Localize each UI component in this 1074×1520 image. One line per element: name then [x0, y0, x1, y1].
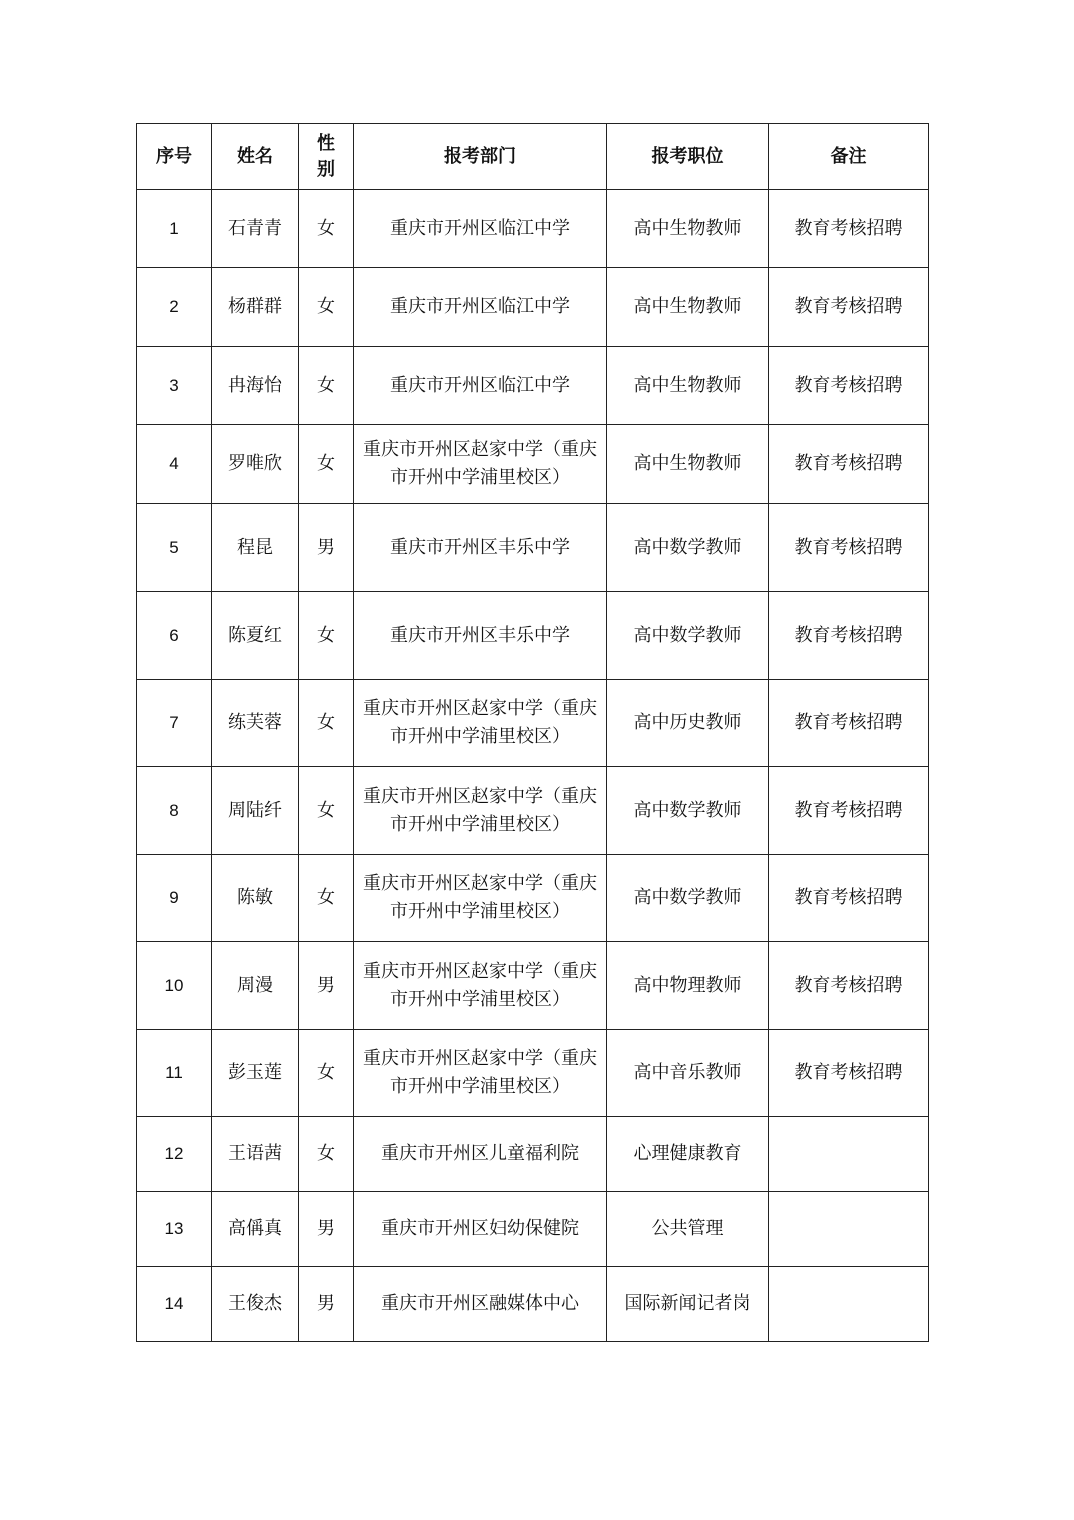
cell-index: 7	[137, 680, 212, 767]
table-row	[137, 680, 929, 767]
cell-gender: 男	[299, 1267, 354, 1342]
cell-position: 公共管理	[607, 1192, 769, 1267]
cell-position: 高中数学教师	[607, 855, 769, 942]
cell-index: 3	[137, 347, 212, 425]
cell-name: 彭玉莲	[212, 1030, 299, 1117]
cell-dept: 重庆市开州区赵家中学（重庆市开州中学浦里校区）	[354, 942, 607, 1030]
cell-index: 5	[137, 504, 212, 592]
cell-position: 高中生物教师	[607, 425, 769, 504]
cell-name: 周陆纤	[212, 767, 299, 855]
header-index: 序号	[137, 124, 212, 190]
header-gender-line2: 别	[317, 158, 335, 180]
cell-name: 冉海怡	[212, 347, 299, 425]
header-name: 姓名	[212, 124, 299, 190]
cell-position: 高中数学教师	[607, 592, 769, 680]
cell-gender: 女	[299, 425, 354, 504]
table-row	[137, 855, 929, 942]
cell-remark: 教育考核招聘	[769, 855, 929, 942]
cell-gender: 女	[299, 347, 354, 425]
cell-remark: 教育考核招聘	[769, 680, 929, 767]
cell-gender: 女	[299, 268, 354, 347]
cell-remark	[769, 1192, 929, 1267]
table-row	[137, 1030, 929, 1117]
cell-dept: 重庆市开州区临江中学	[354, 190, 607, 268]
cell-index: 1	[137, 190, 212, 268]
table-body	[137, 190, 929, 1342]
cell-position: 高中数学教师	[607, 504, 769, 592]
table-row	[137, 942, 929, 1030]
cell-position: 高中历史教师	[607, 680, 769, 767]
cell-index: 2	[137, 268, 212, 347]
cell-dept: 重庆市开州区赵家中学（重庆市开州中学浦里校区）	[354, 767, 607, 855]
cell-gender: 女	[299, 1030, 354, 1117]
recruitment-table	[136, 123, 929, 1342]
cell-index: 8	[137, 767, 212, 855]
cell-name: 王俊杰	[212, 1267, 299, 1342]
cell-gender: 女	[299, 592, 354, 680]
cell-dept: 重庆市开州区临江中学	[354, 347, 607, 425]
cell-position: 高中物理教师	[607, 942, 769, 1030]
cell-gender: 女	[299, 1117, 354, 1192]
cell-dept: 重庆市开州区赵家中学（重庆市开州中学浦里校区）	[354, 1030, 607, 1117]
cell-name: 王语茜	[212, 1117, 299, 1192]
cell-name: 高偁真	[212, 1192, 299, 1267]
cell-remark: 教育考核招聘	[769, 425, 929, 504]
cell-name: 周漫	[212, 942, 299, 1030]
cell-remark: 教育考核招聘	[769, 1030, 929, 1117]
cell-position: 心理健康教育	[607, 1117, 769, 1192]
cell-dept: 重庆市开州区妇幼保健院	[354, 1192, 607, 1267]
table-row	[137, 425, 929, 504]
cell-remark: 教育考核招聘	[769, 592, 929, 680]
cell-dept: 重庆市开州区融媒体中心	[354, 1267, 607, 1342]
cell-dept: 重庆市开州区赵家中学（重庆市开州中学浦里校区）	[354, 425, 607, 504]
cell-remark: 教育考核招聘	[769, 942, 929, 1030]
cell-remark: 教育考核招聘	[769, 767, 929, 855]
cell-gender: 男	[299, 942, 354, 1030]
cell-index: 13	[137, 1192, 212, 1267]
cell-name: 练芙蓉	[212, 680, 299, 767]
cell-name: 石青青	[212, 190, 299, 268]
cell-remark	[769, 1117, 929, 1192]
cell-remark: 教育考核招聘	[769, 504, 929, 592]
table-row	[137, 1192, 929, 1267]
cell-dept: 重庆市开州区赵家中学（重庆市开州中学浦里校区）	[354, 855, 607, 942]
cell-index: 9	[137, 855, 212, 942]
cell-index: 6	[137, 592, 212, 680]
cell-position: 高中生物教师	[607, 347, 769, 425]
cell-remark: 教育考核招聘	[769, 268, 929, 347]
cell-gender: 男	[299, 504, 354, 592]
cell-dept: 重庆市开州区临江中学	[354, 268, 607, 347]
cell-dept: 重庆市开州区儿童福利院	[354, 1117, 607, 1192]
header-position: 报考职位	[607, 124, 769, 190]
cell-remark: 教育考核招聘	[769, 347, 929, 425]
table-row	[137, 767, 929, 855]
table-row	[137, 190, 929, 268]
cell-name: 陈敏	[212, 855, 299, 942]
table-row	[137, 1267, 929, 1342]
cell-index: 10	[137, 942, 212, 1030]
cell-name: 杨群群	[212, 268, 299, 347]
cell-index: 11	[137, 1030, 212, 1117]
cell-dept: 重庆市开州区丰乐中学	[354, 504, 607, 592]
header-gender-line1: 性	[317, 132, 335, 154]
cell-position: 国际新闻记者岗	[607, 1267, 769, 1342]
cell-index: 14	[137, 1267, 212, 1342]
cell-position: 高中生物教师	[607, 190, 769, 268]
cell-name: 陈夏红	[212, 592, 299, 680]
cell-index: 4	[137, 425, 212, 504]
cell-gender: 女	[299, 680, 354, 767]
cell-index: 12	[137, 1117, 212, 1192]
cell-dept: 重庆市开州区丰乐中学	[354, 592, 607, 680]
cell-position: 高中数学教师	[607, 767, 769, 855]
cell-gender: 女	[299, 767, 354, 855]
cell-position: 高中音乐教师	[607, 1030, 769, 1117]
cell-gender: 女	[299, 190, 354, 268]
table-row	[137, 592, 929, 680]
table-row	[137, 504, 929, 592]
table-row	[137, 268, 929, 347]
cell-name: 罗唯欣	[212, 425, 299, 504]
cell-name: 程昆	[212, 504, 299, 592]
header-remark: 备注	[769, 124, 929, 190]
table-row	[137, 1117, 929, 1192]
header-dept: 报考部门	[354, 124, 607, 190]
header-row	[137, 124, 929, 190]
cell-gender: 女	[299, 855, 354, 942]
header-gender	[299, 124, 354, 190]
cell-dept: 重庆市开州区赵家中学（重庆市开州中学浦里校区）	[354, 680, 607, 767]
cell-remark	[769, 1267, 929, 1342]
cell-position: 高中生物教师	[607, 268, 769, 347]
table-row	[137, 347, 929, 425]
cell-gender: 男	[299, 1192, 354, 1267]
cell-remark: 教育考核招聘	[769, 190, 929, 268]
